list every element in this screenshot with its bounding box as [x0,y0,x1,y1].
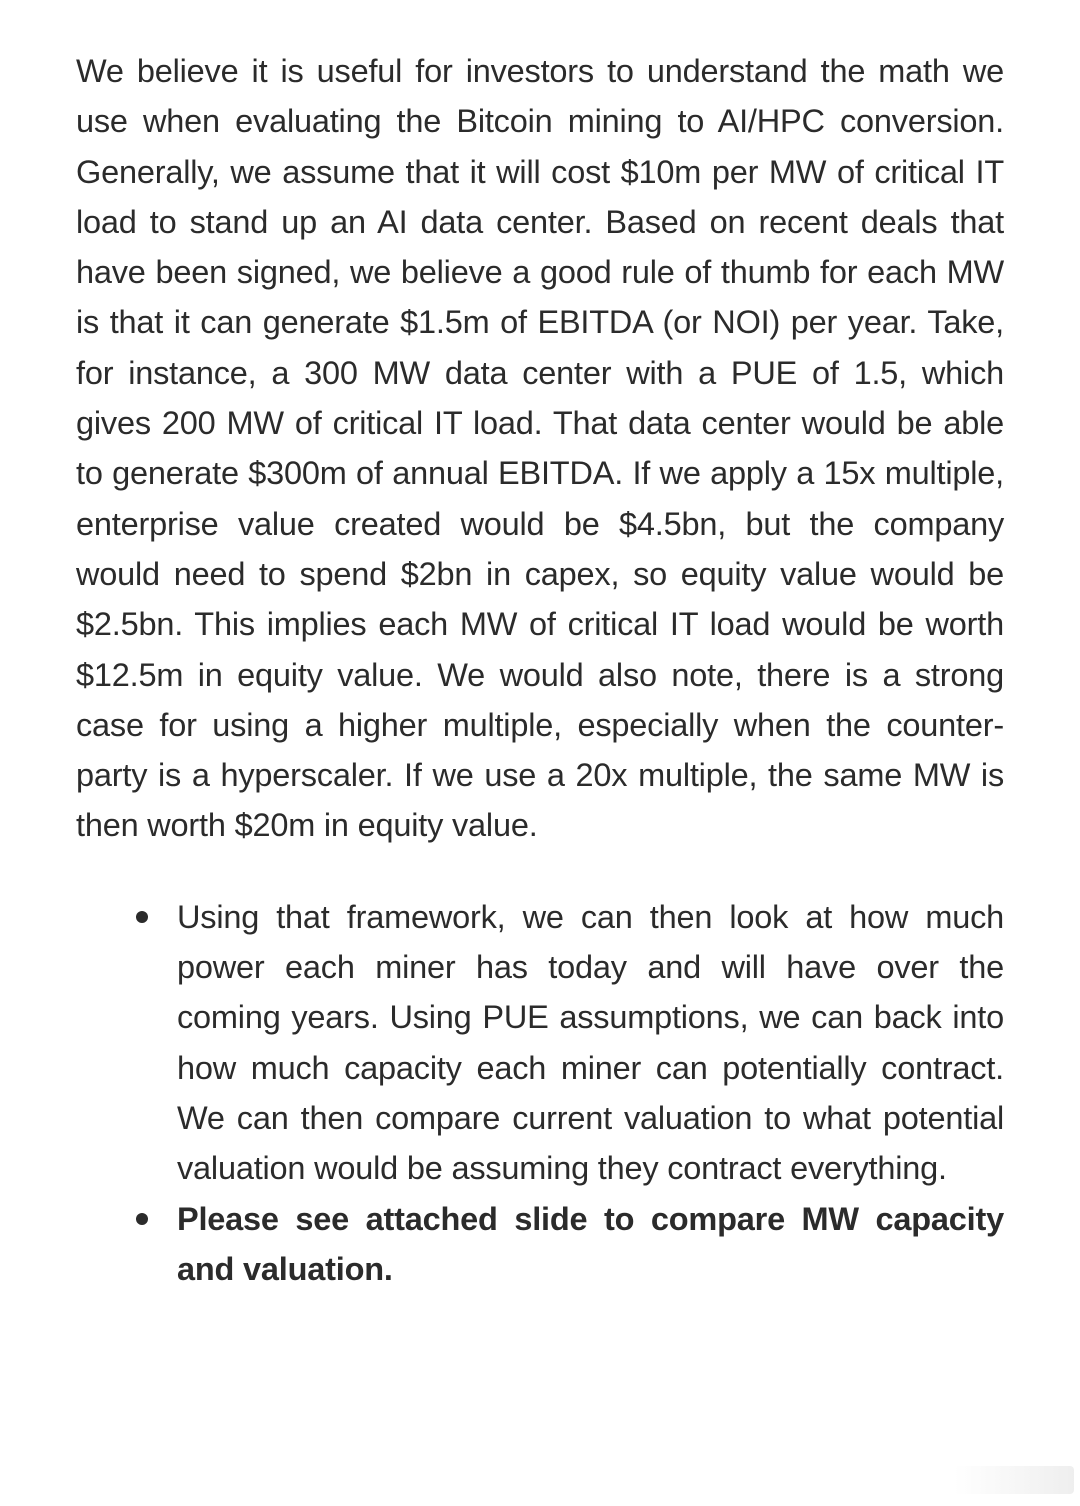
intro-paragraph: We believe it is useful for investors to understand the math we use when evaluating the Bitcoin mining to AI/HPC conversion. Generally, we assume that it will cost $10m per MW of critical IT load to stand up an AI data center. Based on recent deals that have been signed, we believe a good rule of thumb for each MW is that it can generate $1.5m of EBITDA (or NOI) per year. Take, for instance, a 300 MW data center with a PUE of 1.5, which gives 200 MW of critical IT load. That data center would be able to generate $300m of annual EBITDA. If we apply a 15x multiple, enterprise value created would be $4.5bn, but the company would need to spend $2bn in capex, so equity value would be $2.5bn. This implies each MW of critical IT load would be worth $12.5m in equity value. We would also note, there is a strong case for using a higher multiple, especially when the counter-party is a hyperscaler. If we use a 20x multiple, the same MW is then worth $20m in equity value. [76,53,1004,844]
bullet-text-bold: Please see attached slide to compare MW capacity and valuation. [177,1200,1004,1287]
bullet-icon [136,1213,148,1225]
bullet-item-attached-slide [177,1194,1004,1295]
document-body [76,46,1004,1294]
bullet-item-framework [177,892,1004,1194]
bullet-text: Using that framework, we can then look at how much power each miner has today and will have over the coming years. Using PUE assumptions, we can back into how much capacity each miner can potentially contract. We can then compare current valuation to what potential valuation would be assuming they contract everything. [177,898,1004,1187]
bullet-list [76,892,1004,1294]
watermark-smudge [954,1466,1074,1494]
bullet-icon [136,911,148,923]
